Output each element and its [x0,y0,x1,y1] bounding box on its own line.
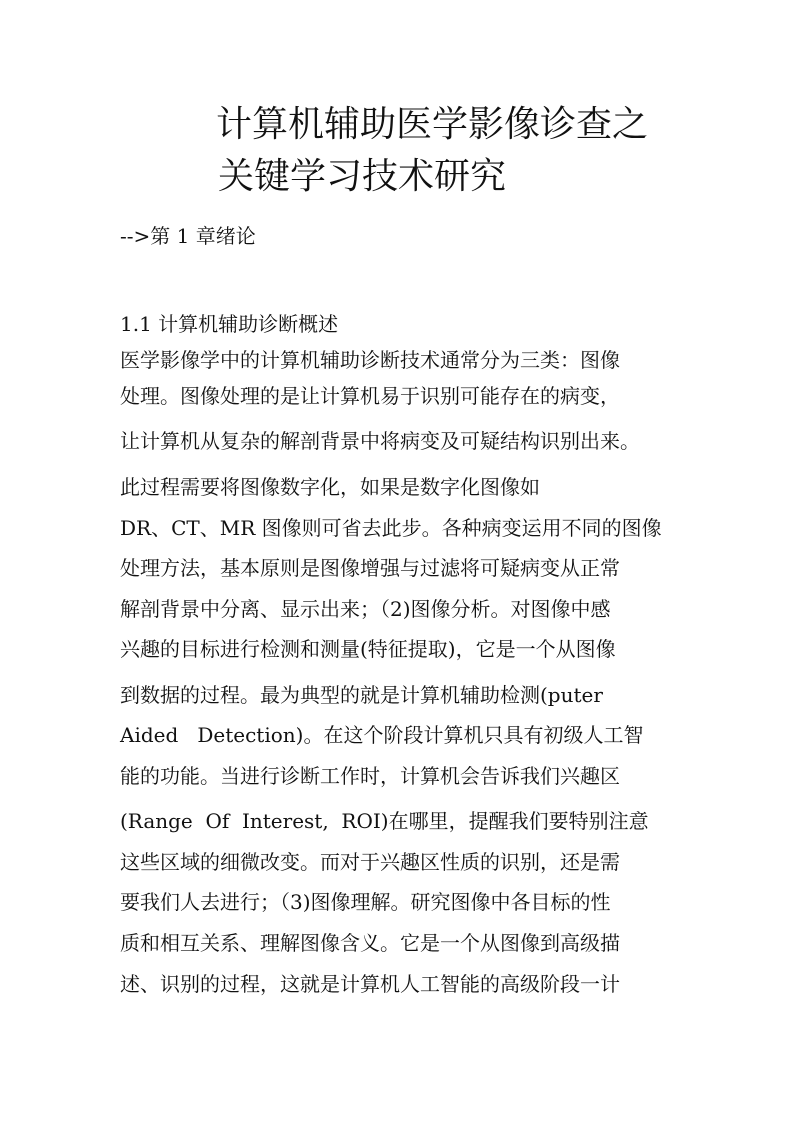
chapter-heading: -->第 1 章绪论 [120,224,256,248]
body-line: 让计算机从复杂的解剖背景中将病变及可疑结构识别出来。 [120,429,640,453]
document-title-line-2: 关键学习技术研究 [218,156,507,197]
document-title-line-1: 计算机辅助医学影像诊查之 [216,104,649,145]
body-line: 质和相互关系、理解图像含义。它是一个从图像到高级描 [120,931,620,955]
body-line: (Range Of Interest, ROI)在哪里，提醒我们要特别注意 [120,809,649,833]
body-line: 述、识别的过程，这就是计算机人工智能的高级阶段一计 [120,972,620,996]
body-line: 医学影像学中的计算机辅助诊断技术通常分为三类：图像 [120,348,620,372]
body-line: 处理方法，基本原则是图像增强与过滤将可疑病变从正常 [120,556,620,580]
body-line: 这些区域的细微改变。而对于兴趣区性质的识别，还是需 [120,850,620,874]
body-line: 处理。图像处理的是让计算机易于识别可能存在的病变， [120,384,620,408]
body-line: 此过程需要将图像数字化，如果是数字化图像如 [120,475,540,499]
body-line: 到数据的过程。最为典型的就是计算机辅助检测(puter [120,683,603,707]
section-heading: 1.1 计算机辅助诊断概述 [120,312,339,336]
body-line: 能的功能。当进行诊断工作时，计算机会告诉我们兴趣区 [120,764,620,788]
body-line: 兴趣的目标进行检测和测量(特征提取)，它是一个从图像 [120,637,616,661]
body-line: DR、CT、MR 图像则可省去此步。各种病变运用不同的图像 [120,516,662,540]
body-line: 解剖背景中分离、显示出来；（2)图像分析。对图像中感 [120,597,611,621]
body-line: Aided Detection)。在这个阶段计算机只具有初级人工智 [120,723,644,747]
body-line: 要我们人去进行；（3)图像理解。研究图像中各目标的性 [120,890,611,914]
